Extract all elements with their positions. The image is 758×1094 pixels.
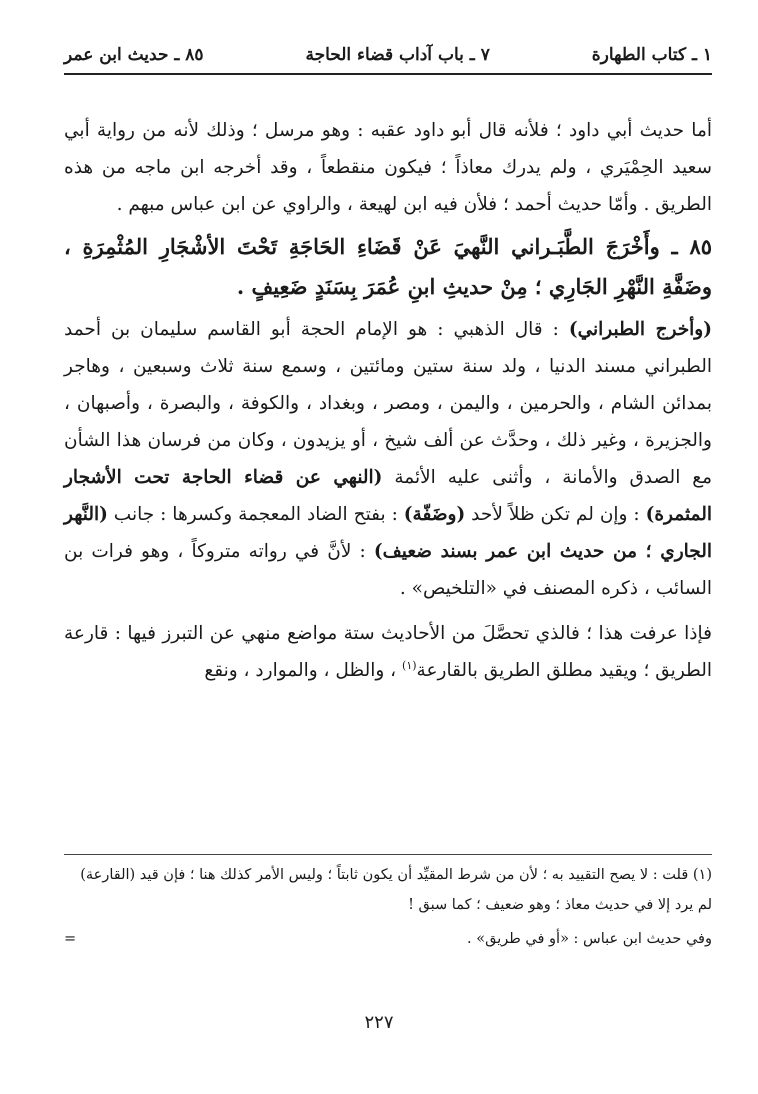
hadith-85: ٨٥ ـ وأَخْرَجَ الطَّبَـراني النَّهيَ عَنْ قَضَاءِ الحَاجَةِ تَحْتَ الأشْجَارِ المُثْمِرَةِ ، وضَفَّةِ النَّهْرِ الجَارِي ؛ مِنْ حديثِ ابنِ عُمَرَ بِسَنَدٍ ضَعِيفٍ . <box>64 234 712 299</box>
commentary-lemma: (النَّهر الجاري ؛ من حديث ابن عمر بسند ضعيف) <box>64 504 712 562</box>
commentary-text: : وإن لم تكن ظلاً لأحد <box>465 504 646 525</box>
footnote-divider <box>64 854 712 855</box>
footnotes <box>64 860 712 954</box>
continuation-mark: = <box>64 931 77 947</box>
paragraph-1: أما حديث أبي داود ؛ فلأنه قال أبو داود عقبه : وهو مرسل ؛ وذلك لأنه من رواية أبي سعيد الحِمْيَري ، ولم يدرك معاذاً ؛ فيكون منقطعاً ، وقد أخرجه ابن ماجه من هذه الطريق . وأمّا حديث أحمد ؛ فلأن فيه ابن لهيعة ، والراوي عن ابن عباس مبهم . <box>64 120 712 215</box>
commentary-lemma: (وضَفّة) <box>403 504 466 525</box>
paragraph-3 <box>64 615 712 689</box>
footnote-reference[interactable]: (١) <box>402 658 417 672</box>
page-number: ٢٢٧ <box>364 1012 394 1033</box>
header-divider <box>64 73 712 75</box>
footnote-continuation-text: وفي حديث ابن عباس : «أو في طريق» . <box>467 931 712 947</box>
commentary-lemma: (النهي عن قضاء الحاجة تحت الأشجار المثمرة) <box>64 467 712 525</box>
commentary-text: : لأنَّ في رواته متروكاً ، وهو فرات بن السائب ، ذكره المصنف في «التلخيص» . <box>64 541 712 599</box>
header-book-title: ١ ـ كتاب الطهارة <box>591 45 712 65</box>
main-text <box>64 112 712 689</box>
footnote-1: (١) قلت : لا يصح التقييد به ؛ لأن من شرط المقيِّد أن يكون ثابتاً ؛ وليس الأمر كذلك هنا ؛ فإن قيد (القارعة) لم يرد إلا في حديث معاذ ؛ وهو ضعيف ؛ كما سبق ! <box>80 867 712 913</box>
paragraph-3-text: فإذا عرفت هذا ؛ فالذي تحصَّلَ من الأحاديث ستة مواضع منهي عن التبرز فيها : قارعة الطريق ؛ ويقيد مطلق الطريق بالقارعة <box>64 623 712 681</box>
header-hadith-title: ٨٥ ـ حديث ابن عمر <box>64 45 204 65</box>
running-header <box>64 38 712 72</box>
header-chapter-title: ٧ ـ باب آداب قضاء الحاجة <box>305 45 490 65</box>
commentary-lemma: (وأخرج الطبراني) <box>568 319 712 340</box>
commentary-text: : بفتح الضاد المعجمة وكسرها : جانب <box>107 504 404 525</box>
commentary-text: : قال الذهبي : هو الإمام الحجة أبو القاسم سليمان بن أحمد الطبراني مسند الدنيا ، ولد سنة ستين ومائتين ، وسمع سنة ثلاث وسبعين ، وهاجر بمدائن الشام ، والحرمين ، واليمن ، ومصر ، وبغداد ، والكوفة ، والبصرة ، وأصبهان ، والجزيرة ، وغير ذلك ، وحدَّث عن ألف شيخ ، أو يزيدون ، وكان من فرسان هذا الشأن مع الصدق والأمانة ، وأثنى عليه الأئمة <box>64 319 713 488</box>
footnote-continuation <box>64 924 712 954</box>
paragraph-3-text: ، والظل ، والموارد ، ونقع <box>204 660 403 681</box>
paragraph-2 <box>64 311 712 607</box>
